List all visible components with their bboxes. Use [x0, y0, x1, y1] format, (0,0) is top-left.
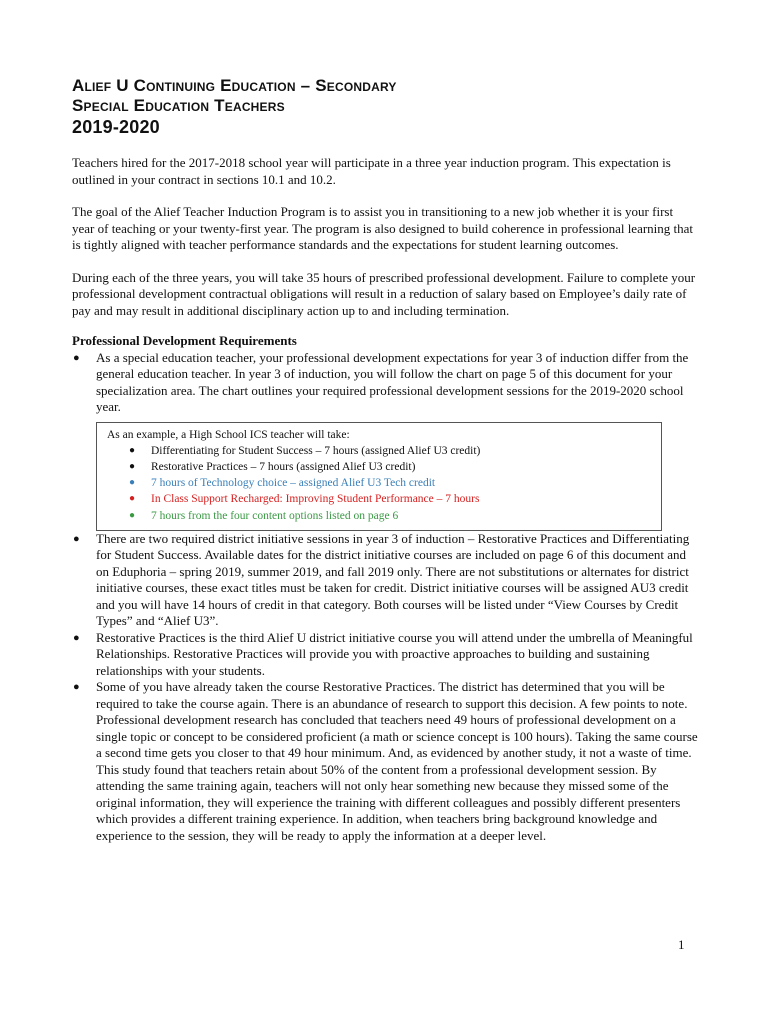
list-item	[72, 531, 698, 630]
example-item	[107, 508, 651, 524]
list-item	[72, 679, 698, 844]
list-item-text: Restorative Practices is the third Alief U district initiative course you will attend under the umbrella of Meaningful Relationships. Restorative Practices will provide you with proactive approaches to building and sustaining relationships with your students.	[96, 629, 693, 678]
bullet-icon: ●	[129, 493, 136, 505]
bullet-icon: ●	[129, 444, 136, 456]
title-year: 2019-2020	[72, 117, 160, 137]
example-item-text: 7 hours from the four content options listed on page 6	[151, 509, 399, 522]
list-item-text: As a special education teacher, your professional development expectations for year 3 of induction differ from the general education teacher. In year 3 of induction, you will follow the chart on page 5 of this document for your specialization area. The chart outlines your required professional development sessions for the 2019-2020 school year.	[96, 349, 689, 414]
list-item	[72, 350, 698, 416]
example-list	[107, 443, 651, 524]
paragraph-induction: Teachers hired for the 2017-2018 school year will participate in a three year induction program. This expectation is outlined in your contract in sections 10.1 and 10.2.	[72, 155, 671, 187]
example-item	[107, 459, 651, 475]
example-item-text: 7 hours of Technology choice – assigned Alief U3 Tech credit	[151, 477, 436, 490]
page-number: 1	[678, 937, 685, 952]
example-item-text: Differentiating for Student Success – 7 hours (assigned Alief U3 credit)	[151, 444, 481, 457]
example-item-text: Restorative Practices – 7 hours (assigned Alief U3 credit)	[151, 460, 416, 473]
example-intro: As an example, a High School ICS teacher will take:	[107, 428, 350, 441]
pd-list-2	[72, 531, 698, 845]
paragraph-goal: The goal of the Alief Teacher Induction Program is to assist you in transitioning to a new job whether it is your first year of teaching or your twenty-first year. The program is also designed to build coherence in professional learning that is tightly aligned with teacher performance standards and the expectations for student learning outcomes.	[72, 204, 694, 252]
example-item	[107, 491, 651, 507]
document-title	[72, 76, 698, 138]
example-box	[96, 422, 662, 531]
paragraph-hours: During each of the three years, you will take 35 hours of prescribed professional development. Failure to complete your professional development contractual obligations will result in a reduction of salary based on Employee’s daily rate of pay and may result in additional disciplinary action up to and including termination.	[72, 269, 696, 318]
pd-list-1	[72, 350, 698, 416]
example-item	[107, 475, 651, 491]
title-line-2: Special Education Teachers	[72, 96, 285, 115]
document-page	[72, 76, 698, 844]
bullet-icon: ●	[129, 477, 136, 489]
pd-requirements-heading: Professional Development Requirements	[72, 333, 297, 348]
example-item	[107, 443, 651, 459]
list-item	[72, 630, 698, 680]
example-item-text: In Class Support Recharged: Improving Student Performance – 7 hours	[151, 493, 480, 506]
title-line-1: Alief U Continuing Education – Secondary	[72, 76, 397, 95]
bullet-icon: ●	[73, 631, 80, 644]
bullet-icon: ●	[129, 509, 136, 521]
list-item-text: Some of you have already taken the course Restorative Practices. The district has determined that you will be required to take the course again. There is an abundance of research to support this decision. A few points to note. Professional development research has concluded that teachers need 49 hours of professional development on a single topic or concept to be considered proficient (a math or science concept is 100 hours). Taking the same course a second time gets you closer to that 49 hour minimum. And, as evidenced by another study, it not a waste of time. This study found that teachers retain about 50% of the content from a professional development session. By attending the same training again, teachers will not only hear something new because they missed some of the original information, they will experience the training with different colleagues and possibly different presenters which provides a different training experience. In addition, when teachers bring background knowledge and experience to the session, they will be ready to apply the information at a deeper level.	[96, 679, 698, 843]
bullet-icon: ●	[129, 460, 136, 472]
bullet-icon: ●	[73, 351, 80, 364]
list-item-text: There are two required district initiative sessions in year 3 of induction – Restorative Practices and Differentiating for Student Success. Available dates for the district initiative courses are included on page 6 of this document and on Eduphoria – spring 2019, summer 2019, and fall 2019 only. There are not substitutions or alternates for district initiative courses, these exact titles must be taken for credit. District initiative courses will be assigned AU3 credit and you will have 14 hours of credit in that category. Both courses will be listed under “View Courses by Credit Types” and “Alief U3”.	[96, 530, 690, 629]
bullet-icon: ●	[73, 681, 80, 694]
bullet-icon: ●	[73, 532, 80, 545]
